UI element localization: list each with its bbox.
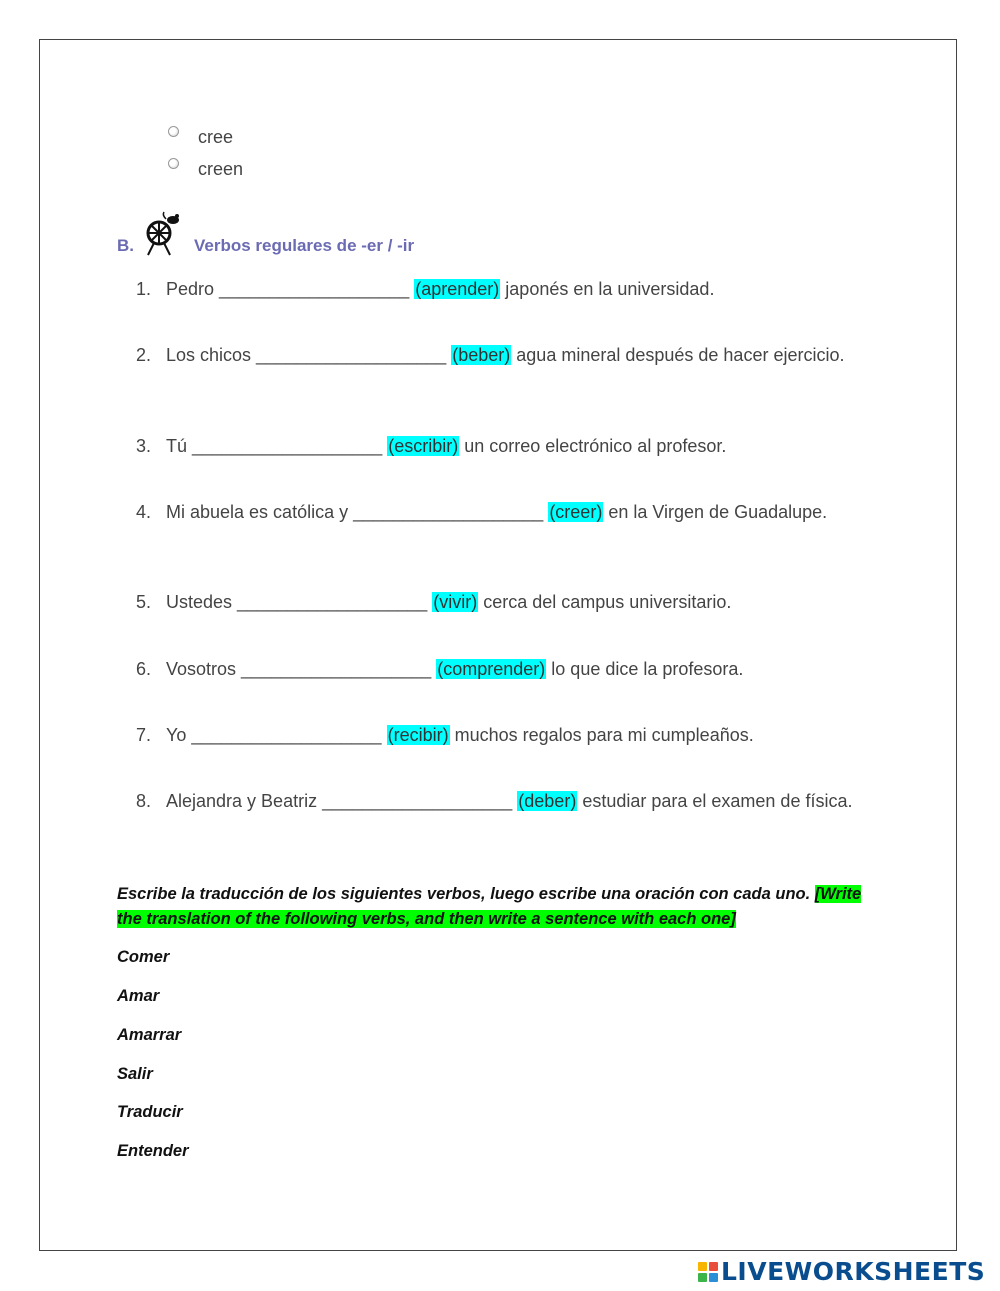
- verb-list-item: Amarrar: [117, 1026, 182, 1044]
- item-text-after: un correo electrónico al profesor.: [459, 436, 727, 456]
- verb-hint: (recibir): [387, 725, 449, 745]
- item-text-before: Vosotros ___________________: [166, 659, 437, 679]
- item-text-after: cerca del campus universitario.: [478, 592, 732, 612]
- verb-list-item: Comer: [117, 948, 170, 966]
- verb-list-item: Entender: [117, 1142, 189, 1160]
- liveworksheets-logo: [698, 1257, 985, 1286]
- item-number: 7.: [136, 725, 152, 745]
- option-label: creen: [198, 159, 244, 179]
- section-letter: B.: [117, 236, 134, 255]
- item-text-before: Tú ___________________: [166, 436, 388, 456]
- item-text-after: en la Virgen de Guadalupe.: [603, 502, 828, 522]
- item-text-before: Ustedes ___________________: [166, 592, 433, 612]
- verb-list-item: Traducir: [117, 1103, 183, 1121]
- exercise-item: [136, 343, 866, 367]
- exercise-item: [136, 657, 866, 681]
- item-text-before: Yo ___________________: [166, 725, 387, 745]
- item-text-after: muchos regalos para mi cumpleaños.: [449, 725, 754, 745]
- item-text-before: Mi abuela es católica y ___________________: [166, 502, 549, 522]
- verb-list-item: Salir: [117, 1065, 153, 1083]
- logo-blocks-icon: [698, 1262, 718, 1282]
- item-number: 1.: [136, 279, 152, 299]
- item-number: 3.: [136, 436, 152, 456]
- item-text-before: Alejandra y Beatriz ___________________: [166, 791, 518, 811]
- item-text-before: Pedro ___________________: [166, 279, 415, 299]
- instructions-spanish: Escribe la traducción de los siguientes verbos, luego escribe una oración con cada uno.: [117, 885, 815, 903]
- exercise-item: [136, 434, 866, 458]
- exercise-item: [136, 590, 866, 614]
- instructions: [117, 882, 887, 932]
- item-text-after: lo que dice la profesora.: [546, 659, 744, 679]
- exercise-item: [136, 500, 866, 524]
- item-number: 4.: [136, 502, 152, 522]
- radio-button[interactable]: [168, 158, 179, 169]
- item-number: 6.: [136, 659, 152, 679]
- item-number: 5.: [136, 592, 152, 612]
- verb-hint: (beber): [452, 345, 511, 365]
- item-text-after: japonés en la universidad.: [500, 279, 715, 299]
- option-creen[interactable]: [168, 159, 243, 180]
- verb-hint: (creer): [549, 502, 603, 522]
- logo-block: [709, 1273, 718, 1282]
- exercise-item: [136, 789, 866, 813]
- logo-text: LIVEWORKSHEETS: [721, 1257, 986, 1286]
- verb-hint: (escribir): [388, 436, 459, 456]
- item-text-after: agua mineral después de hacer ejercicio.: [511, 345, 845, 365]
- logo-block: [698, 1262, 707, 1271]
- logo-block: [709, 1262, 718, 1271]
- logo-block: [698, 1273, 707, 1282]
- verb-list-item: Amar: [117, 987, 160, 1005]
- verb-hint: (vivir): [433, 592, 478, 612]
- section-title: Verbos regulares de -er / -ir: [194, 236, 415, 255]
- section-header: [117, 212, 414, 262]
- exercise-item: [136, 723, 866, 747]
- verb-hint: (deber): [518, 791, 577, 811]
- exercise-item: [136, 277, 866, 301]
- verb-hint: (comprender): [437, 659, 546, 679]
- option-label: cree: [198, 127, 234, 147]
- hamster-wheel-icon: [142, 211, 184, 262]
- verb-hint: (aprender): [415, 279, 500, 299]
- item-number: 2.: [136, 345, 152, 365]
- instructions-english: [Write the translation of the following verbs, and then write a sentence with each one]: [117, 885, 862, 928]
- radio-button[interactable]: [168, 126, 179, 137]
- option-cree[interactable]: [168, 127, 233, 148]
- item-number: 8.: [136, 791, 152, 811]
- item-text-after: estudiar para el examen de física.: [577, 791, 853, 811]
- item-text-before: Los chicos ___________________: [166, 345, 452, 365]
